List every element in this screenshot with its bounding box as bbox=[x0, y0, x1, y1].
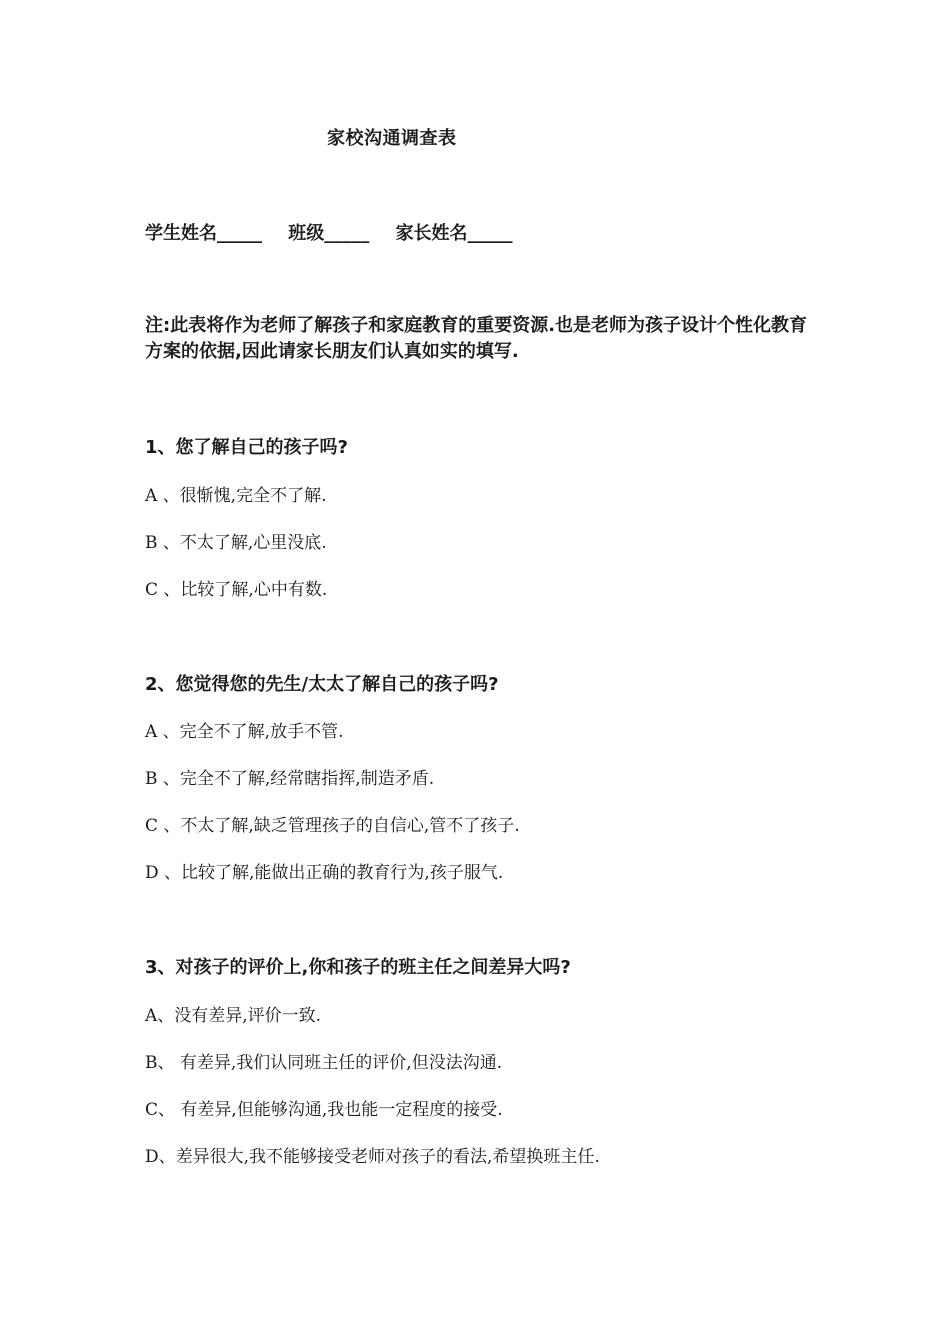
question-1-option-a: A 、很惭愧,完全不了解. bbox=[145, 486, 327, 506]
parent-name-field: 家长姓名_____ bbox=[395, 223, 513, 244]
question-3-option-d: D、差异很大,我不能够接受老师对孩子的看法,希望换班主任. bbox=[145, 1147, 600, 1167]
student-info-row bbox=[145, 219, 533, 245]
question-3-option-a: A、没有差异,评价一致. bbox=[145, 1006, 322, 1026]
question-2-option-d: D 、比较了解,能做出正确的教育行为,孩子服气. bbox=[145, 863, 504, 883]
question-2-option-a: A 、完全不了解,放手不管. bbox=[145, 722, 344, 742]
class-field: 班级_____ bbox=[288, 223, 370, 244]
question-1-option-c: C 、比较了解,心中有数. bbox=[145, 580, 328, 600]
question-3-option-b: B、 有差异,我们认同班主任的评价,但没法沟通. bbox=[145, 1053, 503, 1073]
question-1: 1、您了解自己的孩子吗? bbox=[145, 437, 348, 458]
question-2-option-c: C 、不太了解,缺乏管理孩子的自信心,管不了孩子. bbox=[145, 816, 520, 836]
question-1-option-b: B 、不太了解,心里没底. bbox=[145, 533, 327, 553]
question-3: 3、对孩子的评价上,你和孩子的班主任之间差异大吗? bbox=[145, 957, 571, 978]
student-name-field: 学生姓名_____ bbox=[145, 223, 262, 244]
question-2: 2、您觉得您的先生/太太了解自己的孩子吗? bbox=[145, 674, 499, 695]
instruction-note: 注:此表将作为老师了解孩子和家庭教育的重要资源.也是老师为孩子设计个性化教育方案的依据,因此请家长朋友们认真如实的填写. bbox=[145, 315, 808, 362]
document-title: 家校沟通调查表 bbox=[327, 128, 457, 149]
question-2-option-b: B 、完全不了解,经常瞎指挥,制造矛盾. bbox=[145, 769, 435, 789]
question-3-option-c: C、 有差异,但能够沟通,我也能一定程度的接受. bbox=[145, 1100, 503, 1120]
